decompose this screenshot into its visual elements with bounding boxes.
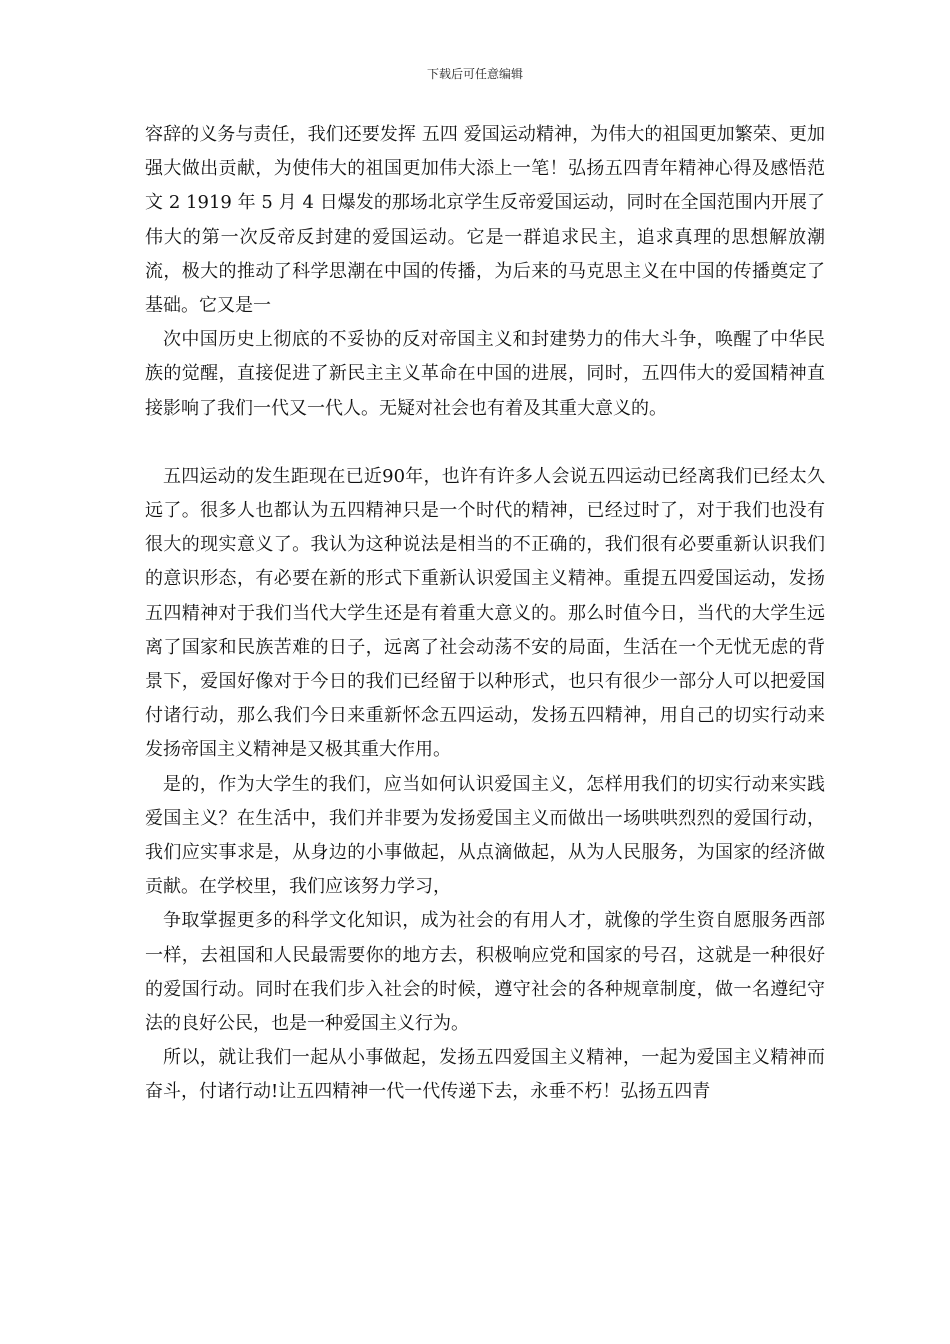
paragraph-3: 五四运动的发生距现在已近90年，也许有许多人会说五四运动已经离我们已经太久远了。很多人也都认为五四精神只是一个时代的精神，已经过时了，对于我们也没有很大的现实意义了。我认为这种说法是相当的不正确的，我们很有必要重新认识我们的意识形态，有必要在新的形式下重新认识爱国主义精神。重提五四爱国运动，发扬五四精神对于我们当代大学生还是有着重大意义的。那么时值今日，当代的大学生远离了国家和民族苦难的日子，远离了社会动荡不安的局面，生活在一个无忧无虑的背景下，爱国好像对于今日的我们已经留于以种形式，也只有很少一部分人可以把爱国付诸行动，那么我们今日来重新怀念五四运动，发扬五四精神，用自己的切实行动来发扬帝国主义精神是又极其重大作用。 <box>145 465 825 761</box>
paragraph-4: 是的，作为大学生的我们，应当如何认识爱国主义，怎样用我们的切实行动来实践爱国主义？在生活中，我们并非要为发扬爱国主义而做出一场哄哄烈烈的爱国行动，我们应实事求是，从身边的小事做起，从点滴做起，从为人民服务，为国家的经济做贡献。在学校里，我们应该努力学习， <box>145 773 825 898</box>
paragraph-5: 争取掌握更多的科学文化知识，成为社会的有用人才，就像的学生资自愿服务西部一样，去祖国和人民最需要你的地方去，积极响应党和国家的号召，这就是一种很好的爱国行动。同时在我们步入社会的时候，遵守社会的各种规章制度，做一名遵纪守法的良好公民，也是一种爱国主义行为。 <box>145 910 825 1035</box>
paragraph-gap <box>145 426 825 460</box>
paragraph-6: 所以，就让我们一起从小事做起，发扬五四爱国主义精神，一起为爱国主义精神而奋斗，付诸行动!让五四精神一代一代传递下去，永垂不朽！弘扬五四青 <box>145 1047 825 1103</box>
document-body <box>145 118 825 1110</box>
paragraph-1: 容辞的义务与责任，我们还要发挥 五四 爱国运动精神，为伟大的祖国更加繁荣、更加强大做出贡献，为使伟大的祖国更加伟大添上一笔！弘扬五四青年精神心得及感悟范文 2 1919 年 5 月 4 日爆发的那场北京学生反帝爱国运动，同时在全国范围内开展了伟大的第一次反帝反封建的爱国运动。它是一群追求民主，追求真理的思想解放潮流，极大的推动了科学思潮在中国的传播，为后来的马克思主义在中国的传播奠定了基础。它又是一 <box>145 124 825 317</box>
paragraph-2: 次中国历史上彻底的不妥协的反对帝国主义和封建势力的伟大斗争，唤醒了中华民族的觉醒，直接促进了新民主主义革命在中国的进展，同时，五四伟大的爱国精神直接影响了我们一代又一代人。无疑对社会也有着及其重大意义的。 <box>145 329 825 419</box>
page-header: 下载后可任意编辑 <box>426 67 523 81</box>
